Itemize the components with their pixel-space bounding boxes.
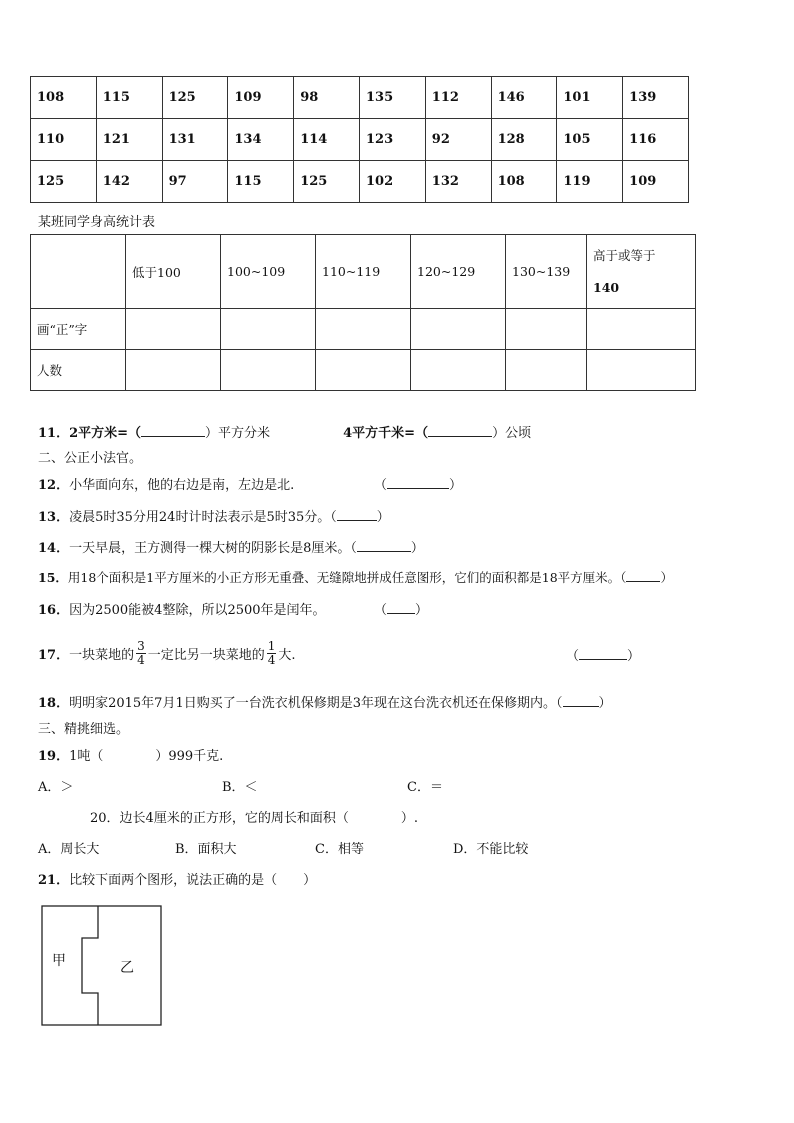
stats-cell[interactable]: [587, 309, 696, 350]
question-21: [38, 869, 316, 888]
question-number: 19．: [38, 749, 70, 764]
question-number: 15．: [38, 570, 68, 585]
stats-cell[interactable]: [316, 350, 411, 391]
question-number: 18．: [38, 696, 70, 711]
question-19: [38, 745, 223, 764]
answer-blank[interactable]: [357, 539, 411, 552]
answer-blank[interactable]: [337, 508, 377, 521]
question-text: 1吨（ ）999千克.: [69, 749, 224, 764]
paren-close: ）: [627, 649, 641, 664]
paren-close: ）: [598, 696, 612, 711]
paren-open: （: [374, 478, 388, 493]
data-table-cell: 125: [31, 161, 97, 203]
question-number: 16．: [38, 603, 70, 618]
data-table-cell: 114: [294, 119, 360, 161]
answer-blank[interactable]: [387, 476, 449, 489]
stats-row-label: 人数: [31, 350, 126, 391]
question-text: 因为2500能被4整除，所以2500年是闰年。: [69, 603, 326, 618]
fraction-three-quarters: [136, 640, 146, 667]
paren-close: ）: [415, 603, 429, 618]
data-table-cell: 115: [96, 77, 162, 119]
data-table-cell: 97: [162, 161, 228, 203]
q20-option-a[interactable]: A．周长大: [38, 842, 100, 857]
data-table-cell: 110: [31, 119, 97, 161]
stats-cell[interactable]: [506, 309, 587, 350]
section-2-heading: 二、公正小法官。: [38, 451, 143, 466]
question-text: 用18个面积是1平方厘米的小正方形无重叠、无缝隙地拼成任意图形，它们的面积都是18平方厘米。（: [67, 570, 627, 585]
data-table-cell: 92: [425, 119, 491, 161]
q11-part-b: 4平方千米=（: [343, 426, 429, 441]
stats-row-tally: [31, 309, 696, 350]
answer-blank[interactable]: [387, 601, 415, 614]
question-number: 14．: [38, 541, 70, 556]
q20-option-d[interactable]: D．不能比较: [453, 842, 529, 857]
data-table-cell: 109: [228, 77, 294, 119]
question-text: 一天早晨，王方测得一棵大树的阴影长是8厘米。（: [69, 541, 357, 556]
stats-table-title: 某班同学身高统计表: [38, 215, 156, 230]
data-table-cell: 139: [623, 77, 689, 119]
q19-option-c[interactable]: C．＝: [407, 780, 443, 795]
fraction-numerator: 3: [137, 638, 145, 653]
q11-part-a: 2平方米=（: [69, 426, 142, 441]
question-20: [90, 807, 418, 826]
question-11: [38, 422, 531, 441]
data-table-cell: 109: [623, 161, 689, 203]
section-3-heading: 三、精挑细选。: [38, 722, 130, 737]
question-text: 一块菜地的: [69, 647, 135, 663]
data-table-cell: 125: [294, 161, 360, 203]
stats-header-corner: [31, 235, 126, 309]
q11-unit-b: ）公顷: [492, 426, 532, 441]
paren-close: ）: [660, 570, 673, 585]
paren-open: （: [566, 649, 580, 664]
stats-row-label: 画“正”字: [31, 309, 126, 350]
answer-blank[interactable]: [626, 569, 660, 582]
figure-dividing-line: [82, 906, 98, 1025]
data-table-cell: 108: [491, 161, 557, 203]
height-data-table: [30, 76, 689, 203]
answer-blank[interactable]: [563, 694, 599, 707]
question-text: 边长4厘米的正方形，它的周长和面积（ ）.: [119, 811, 418, 826]
stats-cell[interactable]: [221, 350, 316, 391]
data-table-row: [31, 77, 689, 119]
paren-close: ）: [449, 478, 463, 493]
stats-cell[interactable]: [316, 309, 411, 350]
data-table-cell: 142: [96, 161, 162, 203]
data-table-row: [31, 161, 689, 203]
height-stats-table: [30, 234, 696, 391]
stats-cell[interactable]: [221, 309, 316, 350]
q20-option-b[interactable]: B．面积大: [175, 842, 237, 857]
question-number: 13．: [38, 510, 70, 525]
question-text: 明明家2015年7月1日购买了一台洗衣机保修期是3年现在这台洗衣机还在保修期内。（: [69, 696, 563, 711]
question-text: 凌晨5时35分用24时计时法表示是5时35分。（: [69, 510, 337, 525]
stats-cell[interactable]: [506, 350, 587, 391]
q19-option-a[interactable]: A．＞: [38, 780, 74, 795]
stats-header-130-139: 130~139: [506, 235, 587, 309]
data-table-cell: 131: [162, 119, 228, 161]
stats-cell[interactable]: [126, 350, 221, 391]
data-table-cell: 108: [31, 77, 97, 119]
data-table-cell: 119: [557, 161, 623, 203]
data-table-cell: 115: [228, 161, 294, 203]
data-table-cell: 123: [359, 119, 425, 161]
stats-header-110-119: 110~119: [316, 235, 411, 309]
question-14: [38, 537, 424, 556]
stats-cell[interactable]: [411, 309, 506, 350]
stats-header-140-plus-line1: 高于或等于: [593, 247, 656, 263]
fraction-numerator: 1: [267, 638, 276, 653]
question-text: 比较下面两个图形，说法正确的是（ ）: [69, 873, 317, 888]
question-18: [38, 692, 612, 711]
question-number: 11．: [38, 426, 70, 441]
q17-answer: [566, 645, 640, 664]
question-text: 一定比另一块菜地的: [147, 647, 265, 663]
figure-label-yi: 乙: [120, 960, 134, 976]
question-number: 12．: [38, 478, 70, 493]
question-number: 17．: [38, 647, 70, 663]
q16-answer: [374, 599, 428, 618]
stats-cell[interactable]: [587, 350, 696, 391]
data-table-cell: 134: [228, 119, 294, 161]
stats-header-row: [31, 235, 696, 309]
q12-answer: [374, 474, 462, 493]
data-table-row: [31, 119, 689, 161]
data-table-cell: 128: [491, 119, 557, 161]
stats-header-below-100: 低于100: [126, 235, 221, 309]
data-table-cell: 132: [425, 161, 491, 203]
stats-cell[interactable]: [411, 350, 506, 391]
question-text: 大.: [278, 647, 296, 663]
q11-unit-a: ）平方分米: [205, 426, 271, 441]
stats-header-100-109: 100~109: [221, 235, 316, 309]
data-table-cell: 125: [162, 77, 228, 119]
data-table-cell: 146: [491, 77, 557, 119]
question-16: [38, 599, 326, 618]
figure-label-jia: 甲: [52, 953, 66, 969]
question-15: [38, 568, 673, 586]
question-12: [38, 474, 294, 493]
question-17: [38, 634, 296, 672]
fraction-denominator: 4: [267, 652, 276, 667]
fraction-denominator: 4: [137, 652, 145, 667]
stats-header-140-plus: [587, 235, 696, 309]
fraction-one-quarter: [267, 640, 277, 667]
data-table-cell: 102: [359, 161, 425, 203]
data-table-cell: 116: [623, 119, 689, 161]
data-table-cell: 121: [96, 119, 162, 161]
paren-open: （: [374, 603, 388, 618]
data-table-cell: 112: [425, 77, 491, 119]
stats-header-120-129: 120~129: [411, 235, 506, 309]
question-number: 21．: [38, 873, 70, 888]
data-table-cell: 98: [294, 77, 360, 119]
question-13: [38, 506, 390, 525]
data-table-cell: 101: [557, 77, 623, 119]
answer-blank[interactable]: [579, 647, 627, 660]
question-number: 20．: [90, 811, 120, 826]
question-text: 小华面向东，他的右边是南，左边是北.: [69, 478, 295, 493]
data-table-cell: 135: [359, 77, 425, 119]
stats-header-140-plus-line2: 140: [593, 279, 620, 295]
answer-blank[interactable]: [141, 424, 205, 437]
paren-close: ）: [410, 541, 424, 556]
q19-option-b[interactable]: B．＜: [222, 780, 258, 795]
data-table-cell: 105: [557, 119, 623, 161]
stats-row-count: [31, 350, 696, 391]
paren-close: ）: [376, 510, 390, 525]
answer-blank[interactable]: [428, 424, 492, 437]
q20-option-c[interactable]: C．相等: [315, 842, 364, 857]
stats-cell[interactable]: [126, 309, 221, 350]
